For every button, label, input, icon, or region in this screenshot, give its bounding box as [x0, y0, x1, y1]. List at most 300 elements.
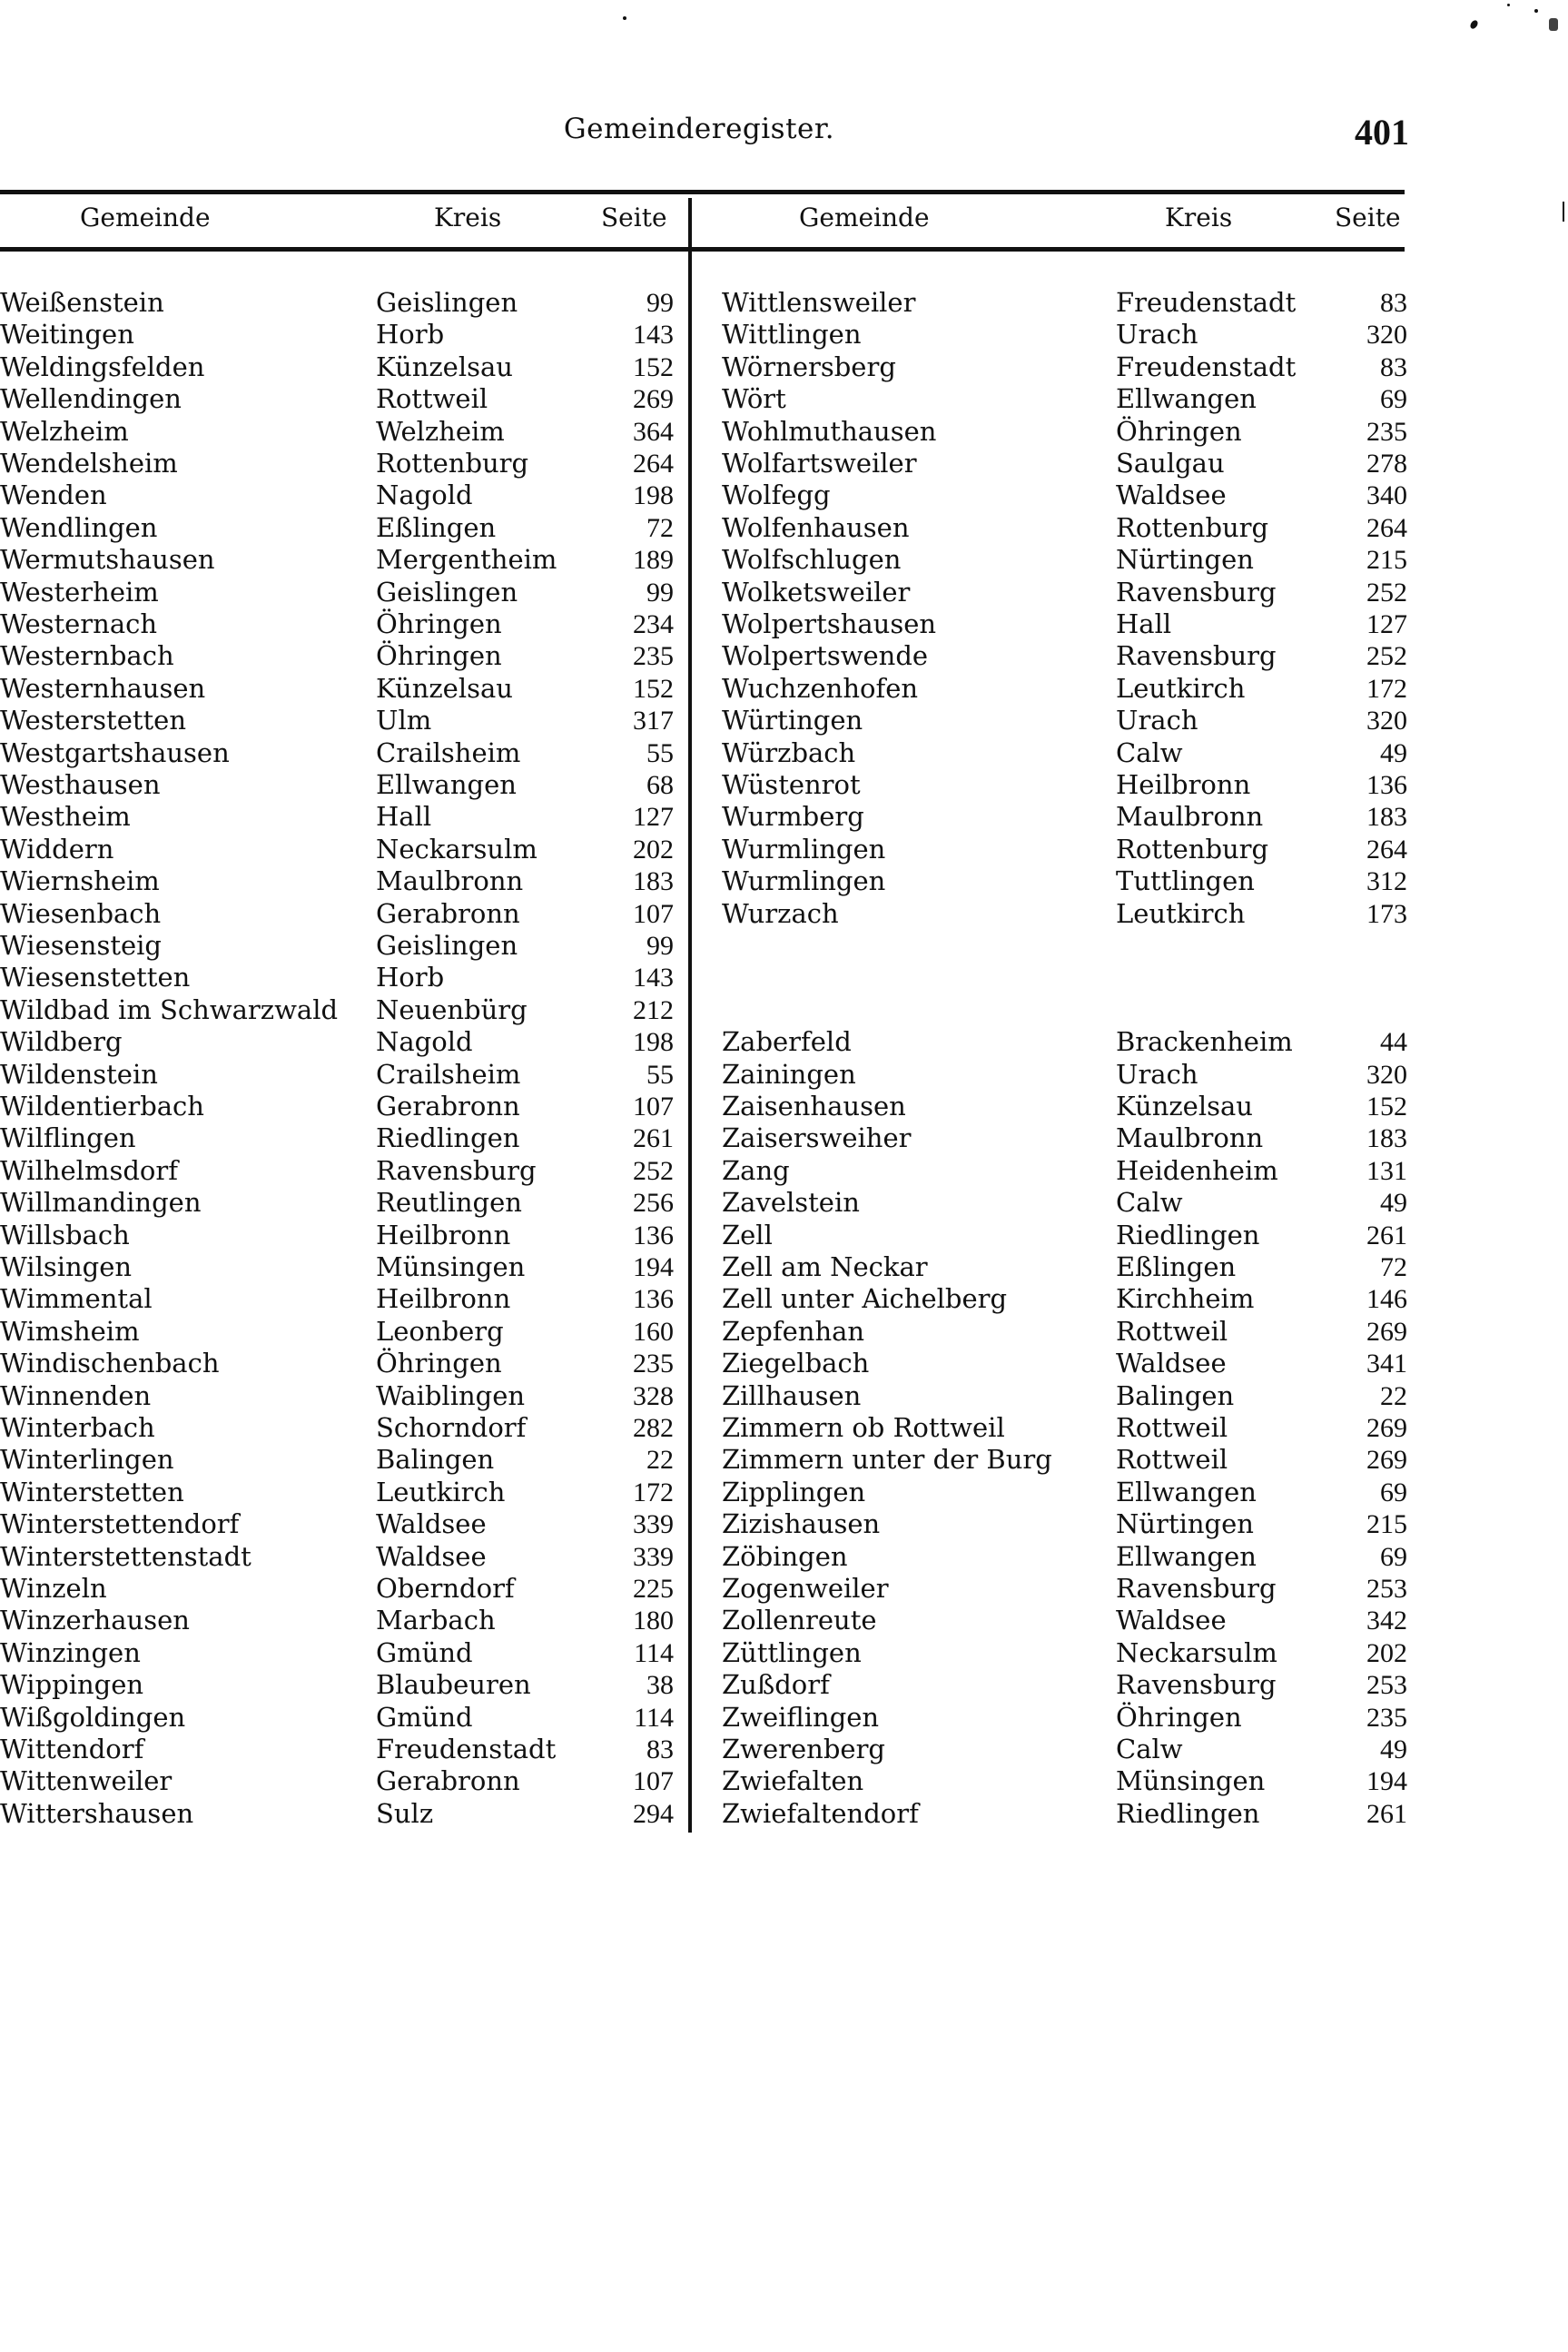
table-row [0, 577, 683, 608]
seite-cell: 127 [1366, 609, 1407, 639]
kreis-cell: Oberndorf [376, 1573, 515, 1604]
kreis-cell: Horb [376, 319, 445, 351]
kreis-cell: Freudenstadt [1116, 287, 1297, 318]
kreis-cell: Balingen [376, 1444, 495, 1476]
gemeinde-cell: Wuchzenhofen [722, 672, 919, 704]
table-row [722, 1283, 1412, 1315]
seite-cell: 22 [1380, 1380, 1407, 1411]
kreis-cell: Nürtingen [1116, 1508, 1254, 1540]
gemeinde-cell: Wilhelmsdorf [0, 1154, 178, 1186]
gemeinde-cell: Wörnersberg [722, 351, 896, 382]
gemeinde-cell: Westhausen [0, 769, 161, 800]
gemeinde-cell: Wimmental [0, 1283, 153, 1315]
gemeinde-cell: Wört [722, 383, 786, 415]
gemeinde-cell: Weißenstein [0, 287, 164, 318]
table-row [722, 705, 1412, 736]
table-row [0, 1220, 683, 1251]
seite-cell: 261 [1366, 1798, 1407, 1829]
seite-cell: 38 [646, 1670, 674, 1701]
seite-cell: 189 [633, 545, 674, 576]
kreis-cell: Kirchheim [1116, 1283, 1255, 1315]
gemeinde-cell: Winterbach [0, 1412, 155, 1443]
gemeinde-cell: Wimsheim [0, 1315, 140, 1347]
seite-cell: 235 [633, 1349, 674, 1379]
seite-cell: 114 [634, 1702, 674, 1733]
table-row [0, 1669, 683, 1701]
table-row [0, 1765, 683, 1797]
seite-cell: 194 [633, 1252, 674, 1282]
seite-cell: 235 [633, 641, 674, 672]
gemeinde-cell: Wolpertswende [722, 640, 929, 672]
kreis-cell: Crailsheim [376, 1058, 521, 1090]
page-number: 401 [1355, 112, 1409, 153]
gemeinde-cell: Zwiefalten [722, 1765, 864, 1797]
table-row [0, 1541, 683, 1573]
table-row [0, 479, 683, 511]
gemeinde-cell: Zizishausen [722, 1508, 881, 1540]
kreis-cell: Ravensburg [1116, 1573, 1277, 1604]
seite-cell: 55 [646, 1059, 674, 1090]
seite-cell: 183 [1366, 1123, 1407, 1154]
gemeinde-cell: Wüstenrot [722, 769, 861, 800]
table-row [722, 1220, 1412, 1251]
seite-cell: 183 [1366, 802, 1407, 833]
gemeinde-cell: Wiernsheim [0, 865, 160, 897]
header-kreis-right: Kreis [1165, 203, 1233, 232]
kreis-cell: Heilbronn [1116, 769, 1251, 800]
kreis-cell: Urach [1116, 1058, 1198, 1090]
seite-cell: 114 [634, 1637, 674, 1668]
kreis-cell: Rottenburg [1116, 511, 1269, 543]
kreis-cell: Maulbronn [1116, 1122, 1264, 1154]
seite-cell: 99 [646, 288, 674, 318]
kreis-cell: Gmünd [376, 1636, 473, 1668]
table-row [722, 1477, 1412, 1508]
table-row [722, 1765, 1412, 1797]
kreis-cell: Horb [376, 962, 445, 993]
kreis-cell: Balingen [1116, 1379, 1235, 1411]
kreis-cell: Öhringen [376, 640, 502, 672]
kreis-cell: Ellwangen [1116, 1540, 1257, 1572]
header-seite-right: Seite [1335, 203, 1401, 232]
table-row [722, 1573, 1412, 1605]
gemeinde-cell: Zaisersweiher [722, 1122, 912, 1154]
seite-cell: 269 [1366, 1413, 1407, 1443]
gemeinde-cell: Zavelstein [722, 1187, 860, 1219]
seite-cell: 212 [633, 994, 674, 1025]
gemeinde-cell: Zweiflingen [722, 1701, 880, 1733]
seite-cell: 69 [1380, 1541, 1407, 1572]
kreis-cell: Geislingen [376, 930, 518, 961]
table-row [0, 865, 683, 897]
kreis-cell: Münsingen [376, 1251, 526, 1282]
table-row [722, 994, 1412, 1026]
kreis-cell: Geislingen [376, 576, 518, 608]
table-row [0, 1798, 683, 1830]
kreis-cell: Hall [376, 801, 432, 833]
table-row [722, 865, 1412, 897]
gemeinde-cell: Winnenden [0, 1379, 152, 1411]
kreis-cell: Calw [1116, 1187, 1183, 1219]
gemeinde-cell: Westernbach [0, 640, 174, 672]
header-seite-left: Seite [601, 203, 667, 232]
seite-cell: 172 [1366, 673, 1407, 704]
gemeinde-cell: Wittershausen [0, 1797, 194, 1829]
seite-cell: 235 [1366, 1702, 1407, 1733]
table-row [0, 769, 683, 801]
gemeinde-cell: Weldingsfelden [0, 351, 205, 382]
gemeinde-cell: Wißgoldingen [0, 1701, 186, 1733]
kreis-cell: Geislingen [376, 287, 518, 318]
gemeinde-cell: Wellendingen [0, 383, 182, 415]
kreis-cell: Nürtingen [1116, 544, 1254, 576]
gemeinde-cell: Wildberg [0, 1026, 123, 1058]
seite-cell: 127 [633, 802, 674, 833]
kreis-cell: Münsingen [1116, 1765, 1266, 1797]
seite-cell: 252 [1366, 641, 1407, 672]
gemeinde-cell: Zogenweiler [722, 1573, 889, 1604]
table-row [722, 640, 1412, 672]
kreis-cell: Ravensburg [1116, 640, 1277, 672]
kreis-cell: Rottenburg [1116, 833, 1269, 865]
kreis-cell: Gmünd [376, 1701, 473, 1733]
kreis-cell: Riedlingen [1116, 1219, 1260, 1250]
kreis-cell: Waldsee [1116, 1605, 1227, 1636]
gemeinde-cell: Winzingen [0, 1636, 141, 1668]
seite-cell: 312 [1366, 866, 1407, 897]
running-title: Gemeinderegister. [563, 113, 835, 145]
seite-cell: 107 [633, 898, 674, 929]
seite-cell: 183 [633, 866, 674, 897]
seite-cell: 294 [633, 1798, 674, 1829]
table-row [722, 737, 1412, 769]
kreis-cell: Reutlingen [376, 1187, 522, 1219]
kreis-cell: Eßlingen [1116, 1251, 1237, 1282]
gemeinde-cell: Wiesensteig [0, 930, 162, 961]
seite-cell: 198 [633, 1027, 674, 1058]
kreis-cell: Rottweil [1116, 1444, 1228, 1476]
table-row [722, 1155, 1412, 1187]
table-row [0, 737, 683, 769]
seite-cell: 72 [646, 512, 674, 543]
seite-cell: 261 [633, 1123, 674, 1154]
table-row [0, 1348, 683, 1379]
seite-cell: 44 [1380, 1027, 1407, 1058]
kreis-cell: Öhringen [1116, 1701, 1242, 1733]
kreis-cell: Öhringen [376, 608, 502, 639]
table-row [0, 448, 683, 479]
seite-cell: 202 [1366, 1637, 1407, 1668]
gemeinde-cell: Zell [722, 1219, 773, 1250]
seite-cell: 317 [633, 706, 674, 736]
gemeinde-cell: Zang [722, 1154, 790, 1186]
gemeinde-cell: Zepfenhan [722, 1315, 865, 1347]
kreis-cell: Ravensburg [1116, 1669, 1277, 1701]
gemeinde-cell: Wurmberg [722, 801, 864, 833]
kreis-cell: Brackenheim [1116, 1026, 1293, 1058]
gemeinde-cell: Wilsingen [0, 1251, 133, 1282]
kreis-cell: Rottenburg [376, 448, 529, 479]
table-row [0, 1605, 683, 1636]
kreis-cell: Künzelsau [1116, 1091, 1253, 1122]
seite-cell: 72 [1380, 1252, 1407, 1282]
gemeinde-cell: Wolpertshausen [722, 608, 937, 639]
gemeinde-cell: Widdern [0, 833, 114, 865]
seite-cell: 49 [1380, 1734, 1407, 1764]
table-row [0, 1702, 683, 1734]
table-row [0, 962, 683, 993]
gemeinde-cell: Würtingen [722, 705, 863, 736]
kreis-cell: Rottweil [376, 383, 488, 415]
table-row [0, 1026, 683, 1058]
table-row [722, 1669, 1412, 1701]
table-row [722, 1316, 1412, 1348]
gemeinde-cell: Willsbach [0, 1219, 130, 1250]
seite-cell: 152 [633, 351, 674, 382]
gemeinde-cell: Wildbad im Schwarzwald [0, 993, 339, 1025]
seite-cell: 131 [1366, 1155, 1407, 1186]
gemeinde-cell: Weitingen [0, 319, 134, 351]
gemeinde-cell: Zwiefaltendorf [722, 1797, 919, 1829]
kreis-cell: Nagold [376, 479, 473, 511]
gemeinde-cell: Wiesenbach [0, 897, 162, 929]
kreis-cell: Leutkirch [1116, 897, 1246, 929]
seite-cell: 269 [633, 384, 674, 415]
gemeinde-cell: Wendlingen [0, 511, 158, 543]
gemeinde-cell: Züttlingen [722, 1636, 862, 1668]
seite-cell: 235 [1366, 416, 1407, 447]
seite-cell: 264 [1366, 834, 1407, 865]
table-row [722, 383, 1412, 415]
gemeinde-cell: Zaberfeld [722, 1026, 852, 1058]
seite-cell: 342 [1366, 1606, 1407, 1636]
gemeinde-cell: Wildentierbach [0, 1091, 204, 1122]
seite-cell: 136 [633, 1284, 674, 1315]
kreis-cell: Ellwangen [376, 769, 517, 800]
seite-cell: 107 [633, 1092, 674, 1122]
table-row [0, 1508, 683, 1540]
kreis-cell: Heilbronn [376, 1283, 511, 1315]
gemeinde-cell: Westernach [0, 608, 158, 639]
kreis-cell: Waldsee [376, 1540, 487, 1572]
kreis-cell: Rottweil [1116, 1412, 1228, 1443]
gemeinde-cell: Zwerenberg [722, 1734, 885, 1764]
kreis-cell: Nagold [376, 1026, 473, 1058]
table-row [722, 1637, 1412, 1669]
scan-speck [1534, 9, 1538, 13]
gemeinde-cell: Zußdorf [722, 1669, 830, 1701]
gemeinde-cell: Wolfenhausen [722, 511, 910, 543]
table-row [0, 512, 683, 544]
kreis-cell: Mergentheim [376, 544, 557, 576]
gemeinde-cell: Westerheim [0, 576, 159, 608]
table-row [722, 448, 1412, 479]
header-kreis-left: Kreis [434, 203, 502, 232]
table-row [722, 287, 1412, 319]
header-gemeinde-left: Gemeinde [80, 203, 211, 232]
gemeinde-cell: Wittendorf [0, 1734, 144, 1764]
table-row [0, 640, 683, 672]
seite-cell: 278 [1366, 449, 1407, 479]
seite-cell: 282 [633, 1413, 674, 1443]
gemeinde-cell: Zaisenhausen [722, 1091, 906, 1122]
kreis-cell: Waldsee [1116, 479, 1227, 511]
kreis-cell: Urach [1116, 705, 1198, 736]
table-row [0, 383, 683, 415]
seite-cell: 99 [646, 931, 674, 961]
gemeinde-cell: Zell unter Aichelberg [722, 1283, 1008, 1315]
seite-cell: 194 [1366, 1766, 1407, 1797]
table-row [0, 1444, 683, 1476]
seite-cell: 160 [633, 1316, 674, 1347]
table-row [0, 898, 683, 930]
table-row [722, 1026, 1412, 1058]
kreis-cell: Waldsee [1116, 1348, 1227, 1379]
kreis-cell: Welzheim [376, 415, 505, 447]
kreis-cell: Hall [1116, 608, 1172, 639]
gemeinde-cell: Wermutshausen [0, 544, 215, 576]
table-row [722, 1380, 1412, 1412]
gemeinde-cell: Westerstetten [0, 705, 187, 736]
gemeinde-cell: Welzheim [0, 415, 129, 447]
seite-cell: 198 [633, 480, 674, 511]
gemeinde-cell: Wittenweiler [0, 1765, 173, 1797]
gemeinde-cell: Winzeln [0, 1573, 107, 1604]
gemeinde-cell: Wolfartsweiler [722, 448, 917, 479]
gemeinde-cell: Zainingen [722, 1058, 856, 1090]
gemeinde-cell: Ziegelbach [722, 1348, 870, 1379]
table-row [722, 1412, 1412, 1444]
seite-cell: 22 [646, 1445, 674, 1476]
seite-cell: 202 [633, 834, 674, 865]
table-row [722, 1508, 1412, 1540]
gemeinde-cell: Wittlensweiler [722, 287, 916, 318]
gemeinde-cell: Zollenreute [722, 1605, 877, 1636]
kreis-cell: Maulbronn [376, 865, 524, 897]
seite-cell: 252 [1366, 577, 1407, 608]
kreis-cell: Maulbronn [1116, 801, 1264, 833]
table-row [722, 608, 1412, 640]
seite-cell: 234 [633, 609, 674, 639]
table-row [0, 351, 683, 383]
kreis-cell: Sulz [376, 1797, 434, 1829]
seite-cell: 146 [1366, 1284, 1407, 1315]
table-row [722, 834, 1412, 865]
gemeinde-cell: Winterstettendorf [0, 1508, 240, 1540]
scan-speck [1549, 18, 1558, 31]
gemeinde-cell: Zöbingen [722, 1540, 848, 1572]
kreis-cell: Gerabronn [376, 897, 520, 929]
scan-speck [1507, 4, 1510, 6]
table-row [722, 769, 1412, 801]
table-row [722, 1122, 1412, 1154]
kreis-cell: Leutkirch [1116, 672, 1246, 704]
gemeinde-cell: Wolfegg [722, 479, 831, 511]
table-row [0, 1091, 683, 1122]
seite-cell: 339 [633, 1509, 674, 1540]
table-row [0, 1573, 683, 1605]
table-row [0, 1477, 683, 1508]
seite-cell: 83 [646, 1734, 674, 1764]
kreis-cell: Ulm [376, 705, 432, 736]
gemeinde-cell: Wendelsheim [0, 448, 178, 479]
kreis-cell: Neckarsulm [376, 833, 537, 865]
gemeinde-cell: Willmandingen [0, 1187, 202, 1219]
gemeinde-cell: Winzerhausen [0, 1605, 190, 1636]
kreis-cell: Ellwangen [1116, 1476, 1257, 1507]
table-row [0, 705, 683, 736]
kreis-cell: Öhringen [376, 1348, 502, 1379]
column-divider [688, 198, 692, 1833]
scan-speck [623, 16, 626, 20]
kreis-cell: Leutkirch [376, 1476, 506, 1507]
header-bottom-rule [0, 247, 1405, 252]
seite-cell: 49 [1380, 737, 1407, 768]
gemeinde-cell: Zell am Neckar [722, 1251, 928, 1282]
kreis-cell: Ravensburg [1116, 576, 1277, 608]
table-row [722, 1348, 1412, 1379]
table-row [722, 1798, 1412, 1830]
gemeinde-cell: Wurmlingen [722, 865, 886, 897]
seite-cell: 215 [1366, 545, 1407, 576]
seite-cell: 83 [1380, 288, 1407, 318]
seite-cell: 152 [1366, 1092, 1407, 1122]
table-row [722, 1091, 1412, 1122]
seite-cell: 261 [1366, 1220, 1407, 1250]
kreis-cell: Leonberg [376, 1315, 504, 1347]
header-gemeinde-right: Gemeinde [799, 203, 930, 232]
seite-cell: 215 [1366, 1509, 1407, 1540]
gemeinde-cell: Westernhausen [0, 672, 206, 704]
kreis-cell: Gerabronn [376, 1091, 520, 1122]
seite-cell: 264 [633, 449, 674, 479]
kreis-cell: Tuttlingen [1116, 865, 1255, 897]
gemeinde-cell: Westheim [0, 801, 131, 833]
table-row [0, 608, 683, 640]
table-row [0, 1316, 683, 1348]
gemeinde-cell: Wiesenstetten [0, 962, 191, 993]
gemeinde-cell: Wolfschlugen [722, 544, 902, 576]
kreis-cell: Ellwangen [1116, 383, 1257, 415]
table-row [722, 544, 1412, 576]
table-row [0, 1412, 683, 1444]
seite-cell: 173 [1366, 898, 1407, 929]
kreis-cell: Crailsheim [376, 736, 521, 768]
table-row [0, 1251, 683, 1283]
seite-cell: 143 [633, 320, 674, 351]
header-top-rule [0, 190, 1405, 194]
seite-cell: 152 [633, 673, 674, 704]
table-row [722, 512, 1412, 544]
table-row [0, 287, 683, 319]
table-row [722, 577, 1412, 608]
seite-cell: 69 [1380, 384, 1407, 415]
kreis-cell: Rottweil [1116, 1315, 1228, 1347]
gemeinde-cell: Wurmlingen [722, 833, 886, 865]
kreis-cell: Waldsee [376, 1508, 487, 1540]
kreis-cell: Urach [1116, 319, 1198, 351]
gemeinde-cell: Wilflingen [0, 1122, 136, 1154]
kreis-cell: Schorndorf [376, 1412, 527, 1443]
table-row [0, 834, 683, 865]
seite-cell: 107 [633, 1766, 674, 1797]
table-row [722, 1059, 1412, 1091]
kreis-cell: Waiblingen [376, 1379, 526, 1411]
table-row [722, 1734, 1412, 1765]
kreis-cell: Öhringen [1116, 415, 1242, 447]
gemeinde-cell: Wurzach [722, 897, 839, 929]
kreis-cell: Calw [1116, 736, 1183, 768]
